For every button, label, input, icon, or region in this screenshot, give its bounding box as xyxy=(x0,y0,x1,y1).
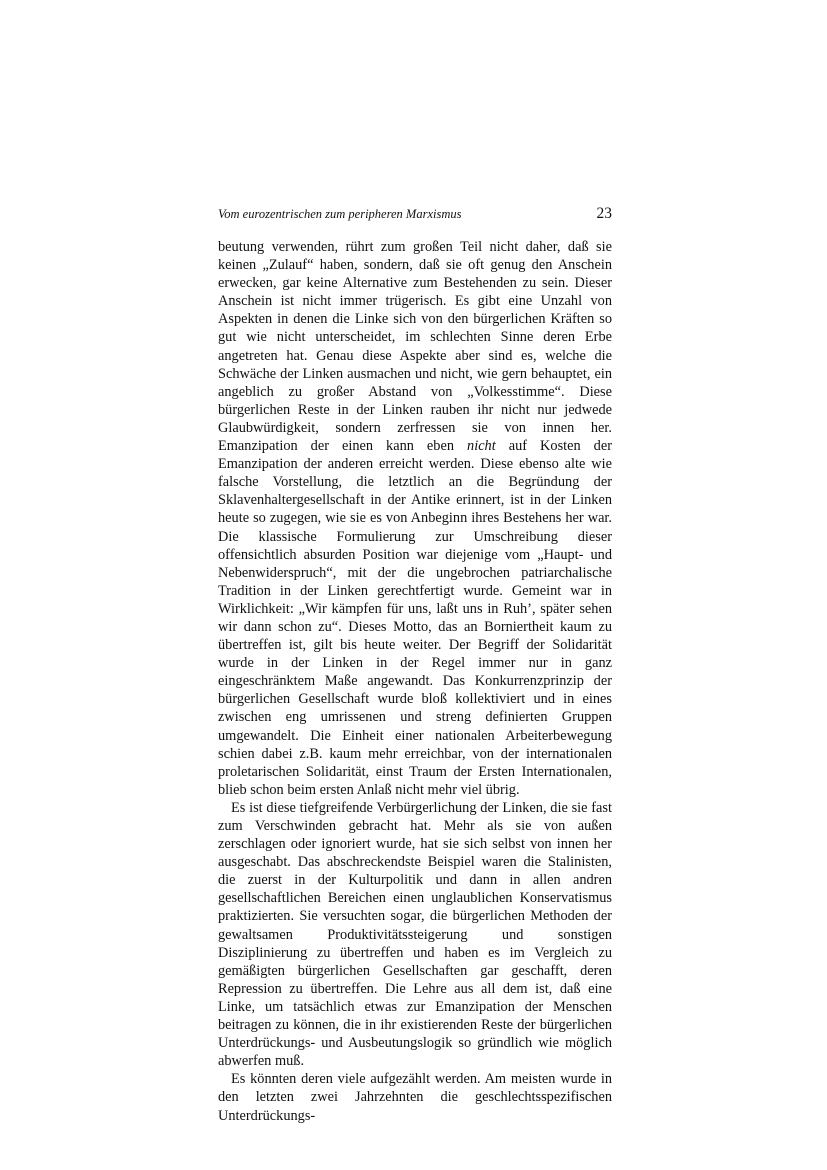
running-title: Vom eurozentrischen zum peripheren Marxismus xyxy=(218,207,462,221)
emphasis-nicht: nicht xyxy=(467,438,496,455)
paragraph-1 xyxy=(218,238,612,799)
body-text xyxy=(218,238,612,1125)
paragraph-2: Es ist diese tiefgreifende Verbürgerlichung der Linken, die sie fast zum Verschwinden gebracht hat. Mehr als sie von außen zerschlagen oder ignoriert wurde, hat sie sich selbst von innen her ausgeschabt. Das abschreckendste Beispiel waren die Stalinisten, die zuerst in der Kulturpolitik und dann in allen andren gesellschaftlichen Bereichen einen unglaublichen Konservatismus praktizierten. Sie versuchten sogar, die bürgerlichen Methoden der gewaltsamen Produktivitätssteigerung und sonstigen Disziplinierung zu übertreffen und haben es im Vergleich zu gemäßigten bürgerlichen Gesellschaften gar geschafft, deren Repression zu übertreffen. Die Lehre aus all dem ist, daß eine Linke, um tatsächlich etwas zur Emanzipation der Menschen beitragen zu können, die in ihr existierenden Reste der bürgerlichen Unterdrückungs- und Ausbeutungslogik so gründlich wie möglich abwerfen muß. xyxy=(218,799,612,1070)
page-number: 23 xyxy=(596,205,612,222)
paragraph-1-text-after: auf Kosten der Emanzipation der anderen erreicht werden. Diese ebenso alte wie falsche Vorstellung, die letztlich an die Begründung der Sklavenhaltergesellschaft in der Antike erinnert, ist in der Linken heute so zugegen, wie sie es von Anbeginn ihres Bestehens her war. Die klassische Formulierung zur Umschreibung dieser offensichtlich absurden Position war diejenige vom „Haupt- und Nebenwiderspruch“, mit der die ungebrochen patriarchalische Tradition in der Linken gerechtfertigt wurde. Gemeint war in Wirklichkeit: „Wir kämpfen für uns, laßt uns in Ruh’, später sehen wir dann schon zu“. Dieses Motto, das an Borniertheit kaum zu übertreffen ist, gilt bis heute weiter. Der Begriff der Solidarität wurde in der Linken in der Regel immer nur in ganz eingeschränktem Maße angewandt. Das Konkurrenzprinzip der bürgerlichen Gesellschaft wurde bloß kollektiviert und in eines zwischen eng umrissenen und streng definierten Gruppen umgewandelt. Die Einheit einer nationalen Arbeiterbewegung schien dabei z.B. kaum mehr erreichbar, von der internationalen proletarischen Solidarität, einst Traum der Ersten Internationalen, blieb schon beim ersten Anlaß nicht mehr viel übrig. xyxy=(218,438,612,798)
paragraph-3: Es könnten deren viele aufgezählt werden. Am meisten wurde in den letzten zwei Jahrzehnten die geschlechtsspezifischen Unterdrückungs- xyxy=(218,1071,612,1124)
paragraph-1-text-before: beutung verwenden, rührt zum großen Teil nicht daher, daß sie keinen „Zulauf“ haben, sondern, daß sie oft genug den Anschein erwecken, gar keine Alternative zum Bestehenden zu sein. Dieser Anschein ist nicht immer trügerisch. Es gibt eine Unzahl von Aspekten in denen die Linke sich von den bürgerlichen Kräften so gut wie nicht unterscheidet, im schlechten Sinne deren Erbe angetreten hat. Genau diese Aspekte aber sind es, welche die Schwäche der Linken ausmachen und nicht, wie gern behauptet, ein angeblich zu großer Abstand von „Volkesstimme“. Diese bürgerlichen Reste in der Linken rauben ihr nicht nur jedwede Glaubwürdigkeit, sondern zerfressen sie von innen her. Emanzipation der einen kann eben xyxy=(218,239,612,455)
page-header xyxy=(218,205,612,225)
